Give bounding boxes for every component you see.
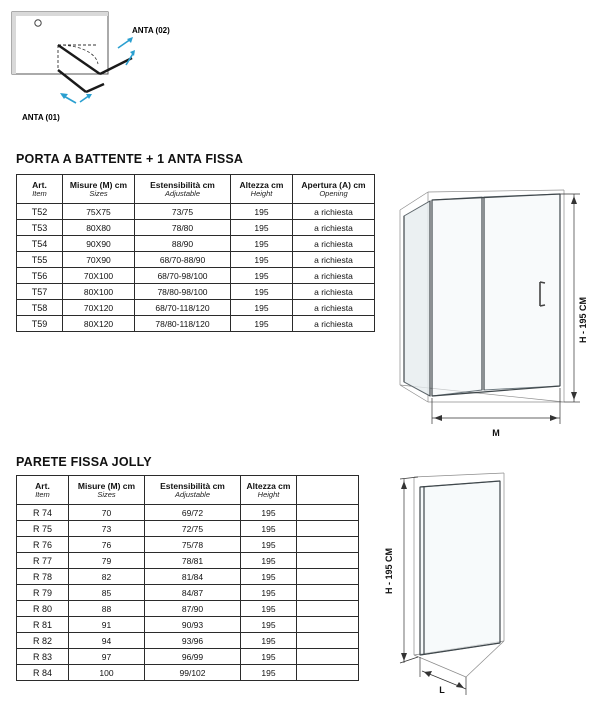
header-main: Misure (M) cm [69, 179, 128, 190]
table-row [17, 284, 375, 300]
cell-opening: a richiesta [293, 236, 375, 252]
cell-empty [297, 553, 359, 569]
cell-empty [297, 649, 359, 665]
cell-adjustable: 78/81 [145, 553, 241, 569]
cell-adjustable: 99/102 [145, 665, 241, 681]
cell-art: R 83 [17, 649, 69, 665]
diagram-fixed-panel-perspective [384, 465, 596, 700]
table-row [17, 633, 359, 649]
cell-art: R 74 [17, 505, 69, 521]
table-row [17, 569, 359, 585]
cell-opening: a richiesta [293, 220, 375, 236]
cell-empty [297, 665, 359, 681]
diagram-door-perspective [388, 170, 598, 445]
header-cell-adjustable [145, 476, 241, 505]
table-header-row [17, 476, 359, 505]
cell-size: 82 [69, 569, 145, 585]
cell-height: 195 [231, 316, 293, 332]
cell-art: R 82 [17, 633, 69, 649]
cell-opening: a richiesta [293, 268, 375, 284]
cell-height: 195 [231, 220, 293, 236]
cell-art: R 76 [17, 537, 69, 553]
table-row [17, 665, 359, 681]
cell-size: 90X90 [63, 236, 135, 252]
table-row [17, 236, 375, 252]
cell-adjustable: 87/90 [145, 601, 241, 617]
cell-empty [297, 633, 359, 649]
table-row [17, 252, 375, 268]
cell-art: T54 [17, 236, 63, 252]
cell-art: R 77 [17, 553, 69, 569]
cell-art: T53 [17, 220, 63, 236]
cell-size: 70X100 [63, 268, 135, 284]
cell-art: R 75 [17, 521, 69, 537]
label-anta-02: ANTA (02) [132, 26, 170, 35]
cell-empty [297, 617, 359, 633]
cell-height: 195 [241, 505, 297, 521]
cell-height: 195 [241, 665, 297, 681]
cell-adjustable: 69/72 [145, 505, 241, 521]
cell-size: 94 [69, 633, 145, 649]
cell-height: 195 [241, 633, 297, 649]
table-row [17, 585, 359, 601]
cell-height: 195 [241, 601, 297, 617]
table-row [17, 537, 359, 553]
table-row [17, 220, 375, 236]
header-sub: Sizes [89, 188, 108, 198]
header-sub: Item [32, 188, 47, 198]
header-cell-sizes [69, 476, 145, 505]
cell-empty [297, 585, 359, 601]
cell-size: 91 [69, 617, 145, 633]
header-main: Altezza cm [246, 480, 291, 491]
cell-opening: a richiesta [293, 204, 375, 220]
cell-height: 195 [231, 284, 293, 300]
header-cell-height [241, 476, 297, 505]
table-row [17, 268, 375, 284]
cell-height: 195 [241, 537, 297, 553]
header-main: Altezza cm [239, 179, 284, 190]
cell-art: R 84 [17, 665, 69, 681]
table-body-parete [17, 505, 359, 681]
header-sub: Adjustable [164, 188, 201, 198]
table-row [17, 601, 359, 617]
cell-opening: a richiesta [293, 316, 375, 332]
cell-art: T58 [17, 300, 63, 316]
table-row [17, 505, 359, 521]
header-sub: Opening [319, 188, 348, 198]
cell-opening: a richiesta [293, 284, 375, 300]
cell-adjustable: 78/80-118/120 [135, 316, 231, 332]
cell-art: R 79 [17, 585, 69, 601]
cell-empty [297, 521, 359, 537]
cell-adjustable: 68/70-88/90 [135, 252, 231, 268]
cell-empty [297, 537, 359, 553]
cell-art: R 78 [17, 569, 69, 585]
cell-size: 100 [69, 665, 145, 681]
cell-size: 80X80 [63, 220, 135, 236]
cell-art: T57 [17, 284, 63, 300]
cell-adjustable: 78/80-98/100 [135, 284, 231, 300]
cell-art: T52 [17, 204, 63, 220]
header-sub: Sizes [97, 489, 116, 499]
cell-height: 195 [231, 300, 293, 316]
cell-height: 195 [231, 204, 293, 220]
table-row [17, 649, 359, 665]
cell-adjustable: 93/96 [145, 633, 241, 649]
cell-size: 85 [69, 585, 145, 601]
label-anta-01: ANTA (01) [22, 113, 60, 122]
cell-empty [297, 505, 359, 521]
header-cell-opening [293, 175, 375, 204]
cell-height: 195 [231, 236, 293, 252]
header-cell-height [231, 175, 293, 204]
header-main: Art. [32, 179, 47, 190]
cell-height: 195 [241, 569, 297, 585]
cell-height: 195 [241, 649, 297, 665]
table-row [17, 204, 375, 220]
cell-art: R 80 [17, 601, 69, 617]
cell-adjustable: 78/80 [135, 220, 231, 236]
cell-height: 195 [231, 252, 293, 268]
cell-empty [297, 601, 359, 617]
cell-adjustable: 88/90 [135, 236, 231, 252]
table-row [17, 316, 375, 332]
cell-opening: a richiesta [293, 300, 375, 316]
cell-adjustable: 96/99 [145, 649, 241, 665]
header-sub: Height [257, 489, 280, 499]
cell-height: 195 [241, 585, 297, 601]
header-main: Apertura (A) cm [301, 179, 366, 190]
table-row [17, 617, 359, 633]
cell-size: 70 [69, 505, 145, 521]
top-plan-diagram [0, 0, 200, 140]
cell-adjustable: 90/93 [145, 617, 241, 633]
cell-art: T59 [17, 316, 63, 332]
cell-art: T56 [17, 268, 63, 284]
header-main: Estensibilità cm [150, 179, 215, 190]
table-parete-fissa-jolly [16, 475, 359, 681]
header-sub: Item [35, 489, 50, 499]
header-cell-empty [297, 476, 359, 505]
panel-width-label: L [439, 685, 445, 695]
header-cell-art [17, 175, 63, 204]
section-title-porta: PORTA A BATTENTE + 1 ANTA FISSA [16, 152, 244, 166]
cell-size: 70X120 [63, 300, 135, 316]
header-cell-art [17, 476, 69, 505]
cell-size: 75X75 [63, 204, 135, 220]
cell-size: 79 [69, 553, 145, 569]
cell-height: 195 [241, 617, 297, 633]
table-body-porta [17, 204, 375, 332]
cell-adjustable: 72/75 [145, 521, 241, 537]
panel-height-label: H - 195 CM [384, 547, 394, 595]
table-row [17, 521, 359, 537]
cell-adjustable: 73/75 [135, 204, 231, 220]
cell-height: 195 [231, 268, 293, 284]
cell-size: 80X120 [63, 316, 135, 332]
cell-adjustable: 68/70-118/120 [135, 300, 231, 316]
cell-adjustable: 84/87 [145, 585, 241, 601]
cell-size: 97 [69, 649, 145, 665]
cell-art: R 81 [17, 617, 69, 633]
table-porta-a-battente [16, 174, 375, 332]
cell-height: 195 [241, 521, 297, 537]
cell-art: T55 [17, 252, 63, 268]
header-cell-sizes [63, 175, 135, 204]
door-height-label: H - 195 CM [578, 296, 588, 344]
table-row [17, 553, 359, 569]
cell-adjustable: 81/84 [145, 569, 241, 585]
header-sub: Adjustable [174, 489, 211, 499]
cell-adjustable: 68/70-98/100 [135, 268, 231, 284]
header-main: Estensibilità cm [160, 480, 225, 491]
table-row [17, 300, 375, 316]
cell-adjustable: 75/78 [145, 537, 241, 553]
header-main: Misure (M) cm [77, 480, 136, 491]
cell-height: 195 [241, 553, 297, 569]
header-sub: Height [250, 188, 273, 198]
table-header-row [17, 175, 375, 204]
cell-size: 80X100 [63, 284, 135, 300]
header-cell-adjustable [135, 175, 231, 204]
cell-empty [297, 569, 359, 585]
header-main: Art. [35, 480, 50, 491]
cell-opening: a richiesta [293, 252, 375, 268]
cell-size: 73 [69, 521, 145, 537]
cell-size: 88 [69, 601, 145, 617]
cell-size: 76 [69, 537, 145, 553]
door-width-label: M [492, 428, 500, 438]
section-title-parete: PARETE FISSA JOLLY [16, 455, 152, 469]
cell-size: 70X90 [63, 252, 135, 268]
